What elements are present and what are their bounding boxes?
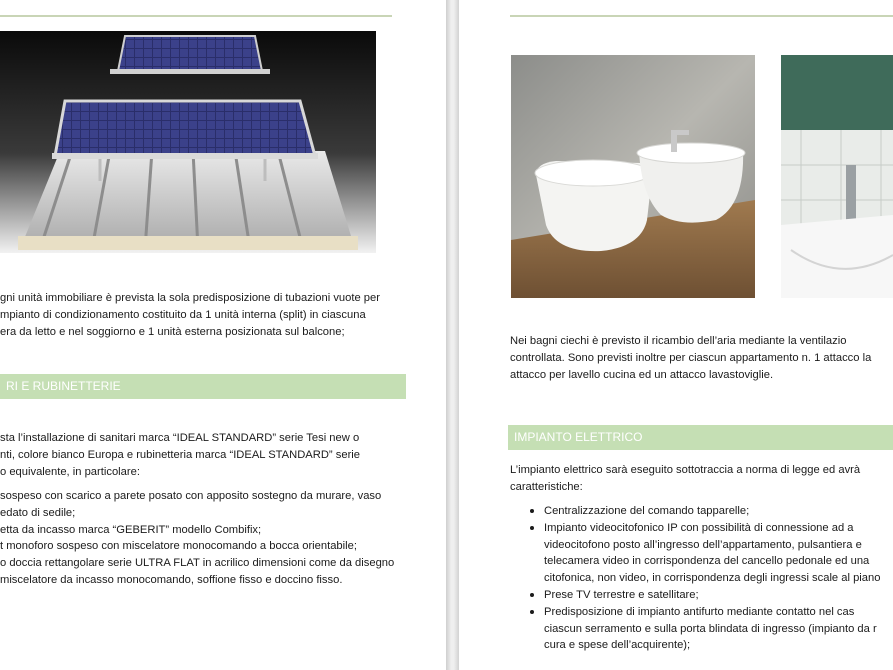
list-item: miscelatore da incasso monocomando, soffione fisso e doccino fisso. <box>0 573 343 586</box>
section-header-sanitari: RI E RUBINETTERIE <box>0 374 406 399</box>
bullet-line: telecamera video in corrispondenza del cancello pedonale ed una <box>544 555 870 568</box>
solar-panel-roof-photo <box>0 31 376 253</box>
list-item: edato di sedile; <box>0 506 76 519</box>
ventilation-paragraph <box>510 333 893 383</box>
paragraph-line: caratteristiche: <box>510 480 583 493</box>
electric-bullet-list <box>544 503 893 654</box>
bullet-line: videocitofono posto all’ingresso dell’appartamento, pulsantiera e <box>544 538 862 551</box>
electric-intro-paragraph <box>510 462 893 496</box>
paragraph-line: mpianto di condizionamento costituito da 1 unità interna (split) in ciascuna <box>0 308 366 321</box>
bullet-line: Centralizzazione del comando tapparelle; <box>544 505 750 517</box>
bullet-line: Impianto videocitofonico IP con possibilità di connessione ad a <box>544 521 854 534</box>
list-item: t monoforo sospeso con miscelatore monocomando a bocca orientabile; <box>0 540 357 553</box>
list-item: sospeso con scarico a parete posato con apposito sostegno da murare, vaso <box>0 490 382 502</box>
sanitari-paragraph <box>0 430 397 480</box>
bathroom-sanitari-photo <box>511 55 755 298</box>
section-header-impianto-elettrico: IMPIANTO ELETTRICO <box>508 425 893 450</box>
page-gutter <box>446 0 459 670</box>
document-page-right <box>459 0 893 670</box>
list-item: etta da incasso marca “GEBERIT” modello Combifix; <box>0 523 262 536</box>
bullet-item <box>544 587 893 604</box>
paragraph-line: controllata. Sono previsti inoltre per ciascun appartamento n. 1 attacco la <box>510 351 872 364</box>
paragraph-line: sta l’installazione di sanitari marca “IDEAL STANDARD” serie Tesi new o <box>0 432 360 444</box>
paragraph-line: o equivalente, in particolare: <box>0 465 140 478</box>
list-item: o doccia rettangolare serie ULTRA FLAT in acrilico dimensioni come da disegno <box>0 557 395 570</box>
sanitari-list <box>0 488 440 589</box>
air-conditioning-paragraph <box>0 290 398 340</box>
page-top-rule <box>0 15 392 17</box>
bullet-line: Predisposizione di impianto antifurto mediante contatto nel cas <box>544 605 855 618</box>
bullet-item <box>544 503 893 520</box>
bullet-item <box>544 520 893 587</box>
page-top-rule <box>510 15 893 17</box>
bathroom-sink-photo <box>781 55 893 298</box>
document-page-left <box>0 0 446 670</box>
bullet-line: citofonica, non video, in corrispondenza degli ingressi scale al piano <box>544 572 881 585</box>
bullet-item <box>544 604 893 654</box>
paragraph-line: nti, colore bianco Europa e rubinetteria marca “IDEAL STANDARD” serie <box>0 448 361 461</box>
bullet-line: ciascun serramento e sulla porta blindata di ingresso (impianto da r <box>544 622 877 635</box>
bullet-line: cura e spese dell’acquirente); <box>544 639 691 652</box>
paragraph-line: gni unità immobiliare è prevista la sola predisposizione di tubazioni vuote per <box>0 292 380 304</box>
bullet-line: Prese TV terrestre e satellitare; <box>544 588 699 601</box>
paragraph-line: L’impianto elettrico sarà eseguito sottotraccia a norma di legge ed avrà <box>510 464 861 476</box>
paragraph-line: attacco per lavello cucina ed un attacco lavastoviglie. <box>510 368 774 381</box>
paragraph-line: Nei bagni ciechi è previsto il ricambio dell’aria mediante la ventilazio <box>510 335 847 347</box>
paragraph-line: era da letto e nel soggiorno e 1 unità esterna posizionata sul balcone; <box>0 325 345 338</box>
